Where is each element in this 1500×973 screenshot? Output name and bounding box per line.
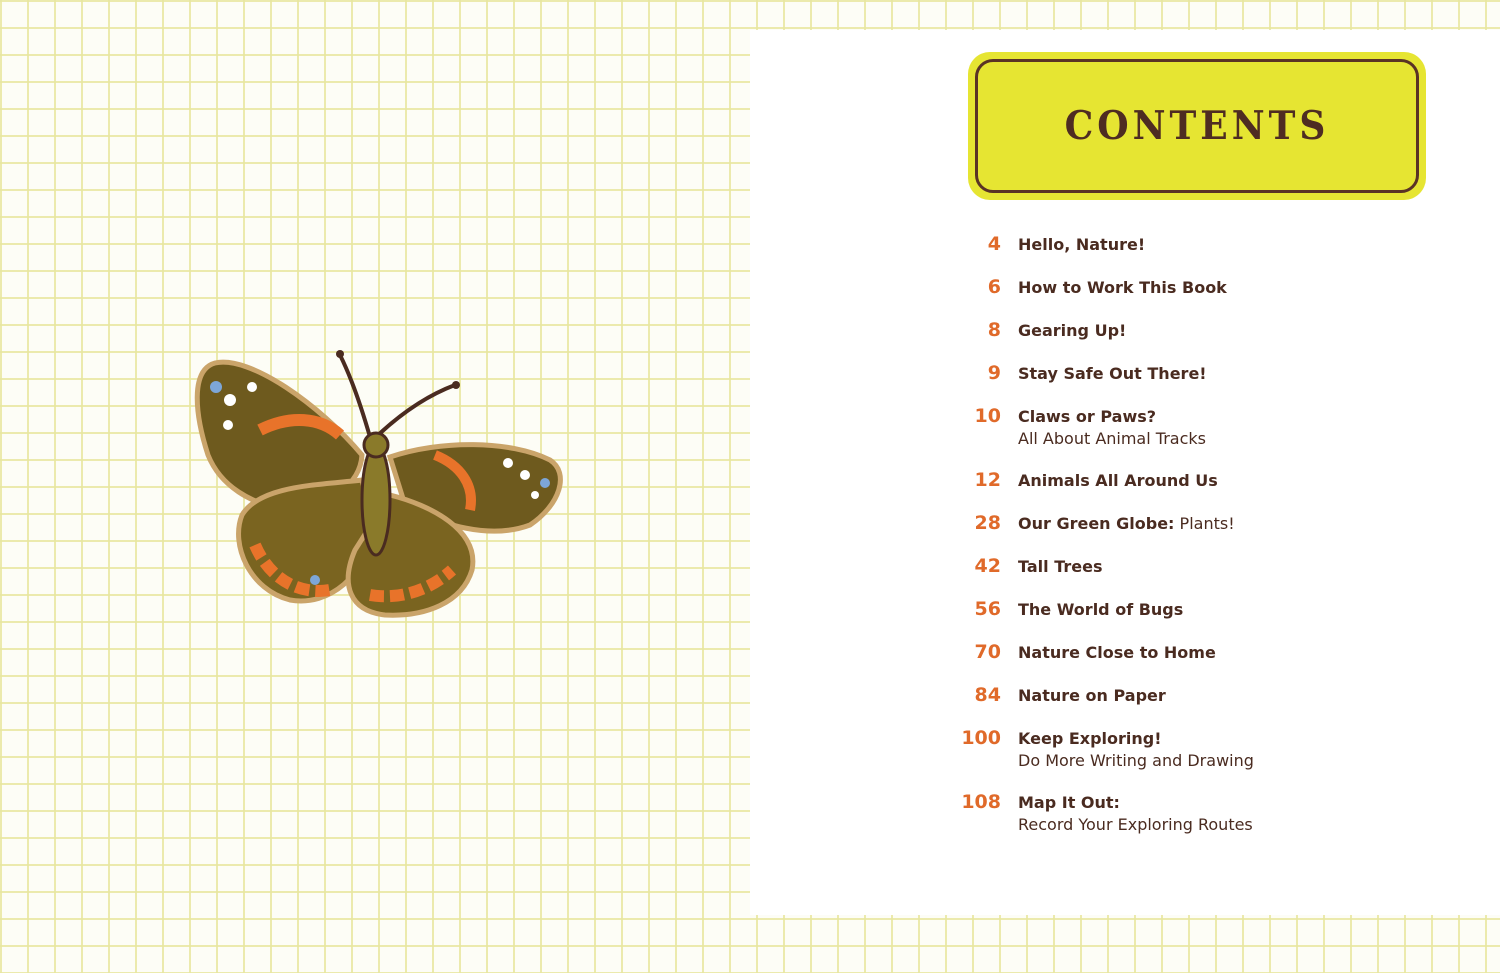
toc-title: Stay Safe Out There! (1018, 364, 1207, 383)
page-title: CONTENTS (1064, 103, 1330, 149)
toc-subtitle: Do More Writing and Drawing (1018, 751, 1254, 770)
toc-page-number: 6 (987, 276, 1001, 298)
toc-page-number: 9 (987, 362, 1001, 384)
table-of-contents (750, 30, 1500, 915)
toc-title: Gearing Up! (1018, 321, 1127, 340)
toc-page-number: 10 (974, 405, 1001, 427)
toc-subtitle: All About Animal Tracks (1018, 429, 1206, 448)
toc-page-number: 42 (974, 555, 1001, 577)
toc-title: Hello, Nature! (1018, 235, 1146, 254)
toc-page-number: 56 (974, 598, 1001, 620)
toc-title: Tall Trees (1018, 557, 1103, 576)
toc-title-light: Plants! (1174, 514, 1235, 533)
toc-title: Animals All Around Us (1018, 471, 1218, 490)
butterfly-icon (190, 345, 570, 630)
toc-subtitle: Record Your Exploring Routes (1018, 815, 1253, 834)
toc-title: Nature Close to Home (1018, 643, 1216, 662)
toc-title (1018, 514, 1235, 533)
toc-title: Map It Out: (1018, 793, 1120, 812)
toc-page-number: 28 (974, 512, 1001, 534)
toc-page-number: 100 (961, 727, 1001, 749)
toc-page-number: 8 (987, 319, 1001, 341)
toc-title-bold: Our Green Globe: (1018, 514, 1175, 533)
toc-title: The World of Bugs (1018, 600, 1184, 619)
toc-title: Nature on Paper (1018, 686, 1166, 705)
toc-page-number: 12 (974, 469, 1001, 491)
toc-title: Keep Exploring! (1018, 729, 1162, 748)
contents-page (750, 30, 1500, 915)
toc-page-number: 70 (974, 641, 1001, 663)
toc-page-number: 4 (987, 233, 1001, 255)
toc-page-number: 84 (974, 684, 1001, 706)
toc-title: How to Work This Book (1018, 278, 1227, 297)
toc-page-number: 108 (961, 791, 1001, 813)
toc-title: Claws or Paws? (1018, 407, 1157, 426)
